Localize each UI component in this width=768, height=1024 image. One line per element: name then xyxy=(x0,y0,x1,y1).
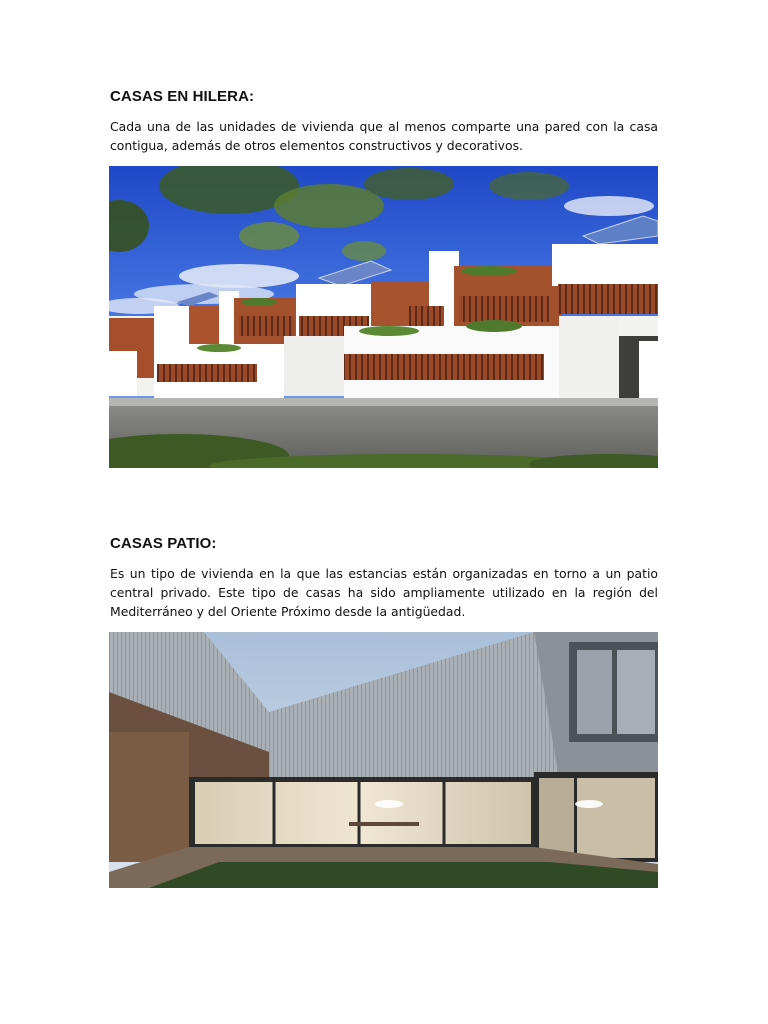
section-heading-patio-houses: CASAS PATIO: xyxy=(110,535,217,552)
section-paragraph-row-houses: Cada una de las unidades de vivienda que al menos comparte una pared con la casa contigua, además de otros elementos constructivos y decorativos. xyxy=(110,119,658,153)
section-heading-row-houses: CASAS EN HILERA: xyxy=(110,88,255,105)
patio-house-photo xyxy=(109,632,658,888)
row-houses-photo xyxy=(109,166,658,468)
section-paragraph-patio-houses: Es un tipo de vivienda en la que las estancias están organizadas en torno a un patio central privado. Este tipo de casas ha sido ampliamente utilizado en la región del Mediterráneo y del Oriente Próximo desde la antigüedad. xyxy=(110,566,658,619)
